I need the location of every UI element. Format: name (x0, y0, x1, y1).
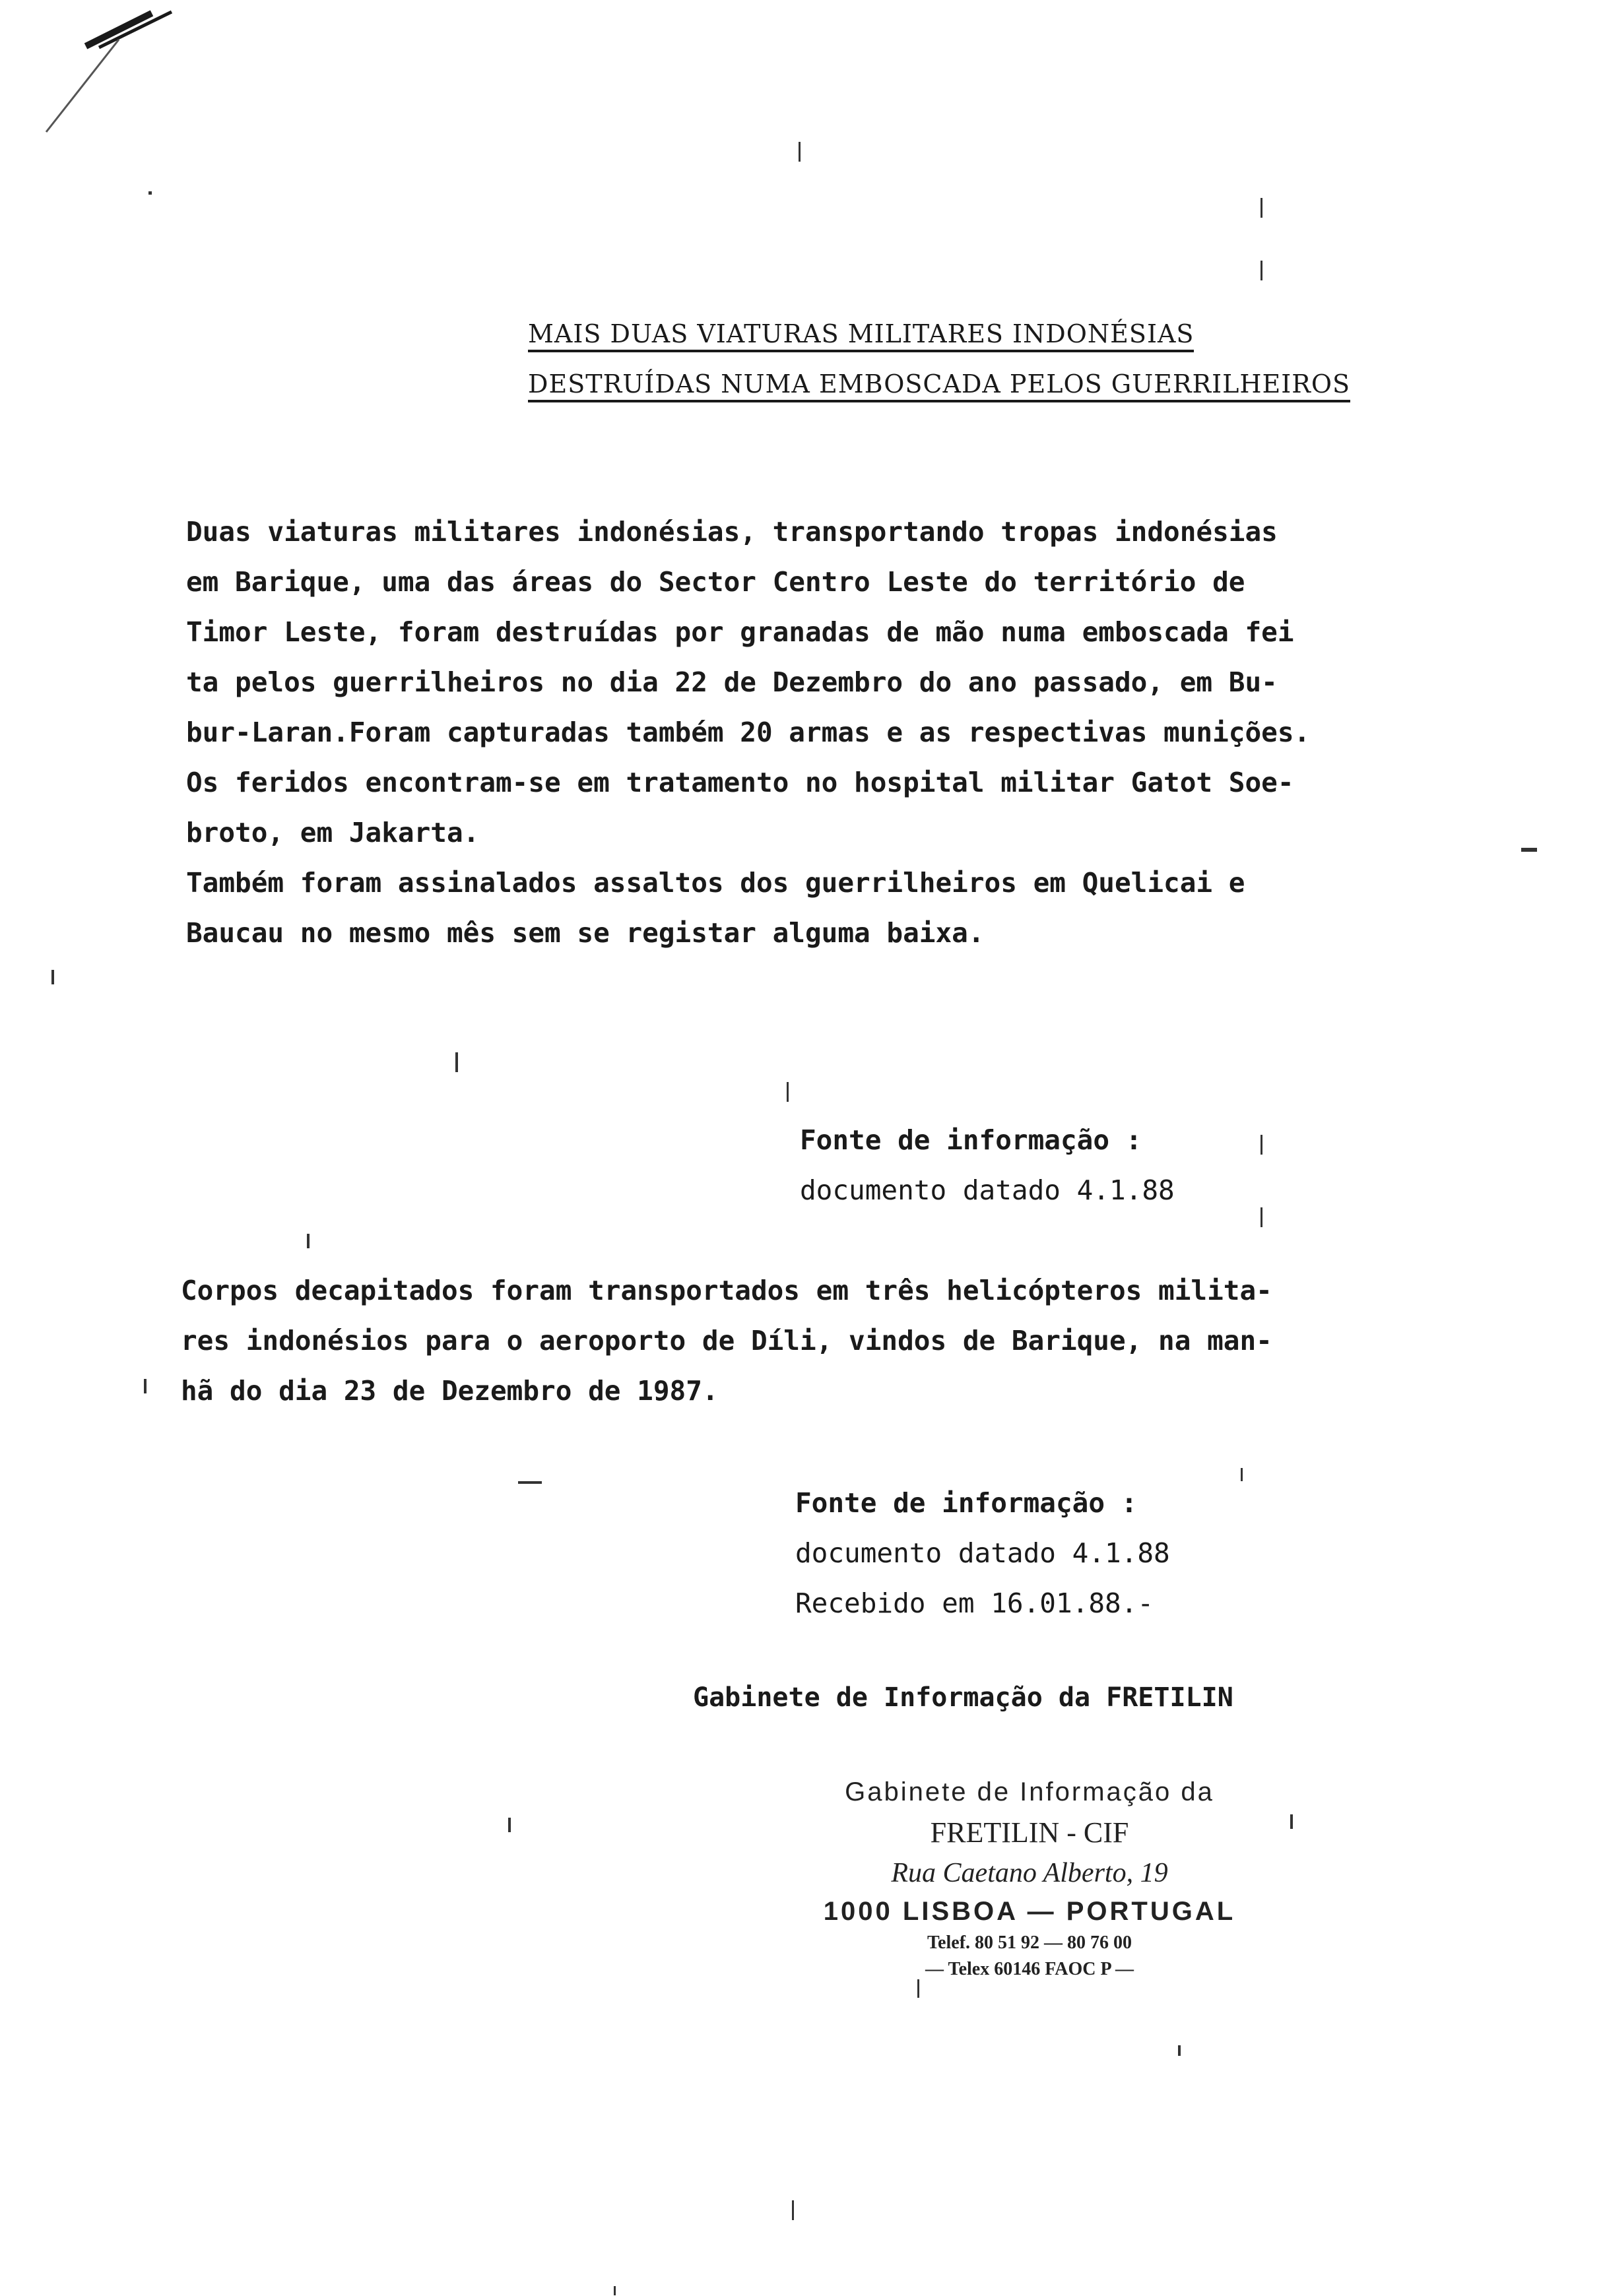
stamp-city: 1000 LISBOA — PORTUGAL (823, 1897, 1236, 1926)
paragraph-line: Corpos decapitados foram transportados em três helicópteros milita- (181, 1275, 1272, 1306)
paragraph-helicopter-report (181, 1265, 1272, 1416)
scan-speck (51, 970, 54, 984)
corner-scan-mark (40, 7, 185, 139)
paragraph-line: bur-Laran.Foram capturadas também 20 armas e as respectivas munições. (186, 717, 1311, 748)
scan-speck (1261, 1207, 1262, 1227)
scan-speck (614, 2286, 616, 2295)
scan-speck (518, 1481, 542, 1484)
source-note-2 (795, 1478, 1170, 1628)
scan-speck (799, 142, 801, 162)
scan-speck (1178, 2045, 1181, 2056)
source-note-1 (800, 1115, 1175, 1215)
paragraph-line: ta pelos guerrilheiros no dia 22 de Dezembro do ano passado, em Bu- (186, 666, 1278, 698)
scan-speck (307, 1234, 310, 1248)
stamp-line-1: Gabinete de Informação da (845, 1777, 1214, 1806)
scan-speck (792, 2200, 794, 2220)
title-line-2: DESTRUÍDAS NUMA EMBOSCADA PELOS GUERRILHEIROS (528, 359, 1320, 409)
source-date: documento datado 4.1.88 (795, 1537, 1170, 1569)
received-date: Recebido em 16.01.88.- (795, 1587, 1154, 1619)
paragraph-line: Timor Leste, foram destruídas por granadas de mão numa emboscada fei (186, 616, 1294, 648)
scan-speck (148, 191, 152, 195)
document-title (528, 309, 1351, 409)
stamp-address: Rua Caetano Alberto, 19 (891, 1858, 1168, 1888)
scan-speck (787, 1082, 789, 1102)
paragraph-line: res indonésios para o aeroporto de Díli, vindos de Barique, na man- (181, 1325, 1272, 1356)
scan-speck (455, 1052, 458, 1072)
title-line-1: MAIS DUAS VIATURAS MILITARES INDONÉSIAS (528, 309, 1320, 359)
paragraph-line: Baucau no mesmo mês sem se registar alguma baixa. (186, 917, 985, 949)
scan-speck (1261, 1135, 1262, 1155)
source-date: documento datado 4.1.88 (800, 1174, 1175, 1206)
scan-speck (508, 1818, 511, 1832)
paragraph-line: hã do dia 23 de Dezembro de 1987. (181, 1375, 719, 1407)
scan-speck (144, 1379, 147, 1393)
scan-speck (1521, 848, 1537, 852)
stamp-line-2: FRETILIN - CIF (930, 1816, 1129, 1849)
scan-speck (1241, 1468, 1243, 1481)
source-label: Fonte de informação : (795, 1487, 1138, 1519)
office-stamp (792, 1771, 1267, 1983)
scan-speck (917, 1979, 919, 1998)
paragraph-line: broto, em Jakarta. (186, 817, 480, 848)
signature-line: Gabinete de Informação da FRETILIN (693, 1682, 1233, 1713)
scan-speck (1261, 198, 1262, 218)
paragraph-line: Duas viaturas militares indonésias, transportando tropas indonésias (186, 516, 1278, 548)
paragraph-line: em Barique, uma das áreas do Sector Centro Leste do território de (186, 566, 1245, 598)
scan-speck (1261, 261, 1262, 280)
stamp-phone: Telef. 80 51 92 — 80 76 00 (927, 1932, 1132, 1953)
stamp-telex: — Telex 60146 FAOC P — (925, 1959, 1134, 1979)
source-label: Fonte de informação : (800, 1124, 1142, 1156)
scan-speck (1290, 1814, 1293, 1829)
paragraph-line: Os feridos encontram-se em tratamento no hospital militar Gatot Soe- (186, 767, 1294, 798)
paragraph-ambush-report (186, 507, 1310, 958)
paragraph-line: Também foram assinalados assaltos dos guerrilheiros em Quelicai e (186, 867, 1245, 899)
